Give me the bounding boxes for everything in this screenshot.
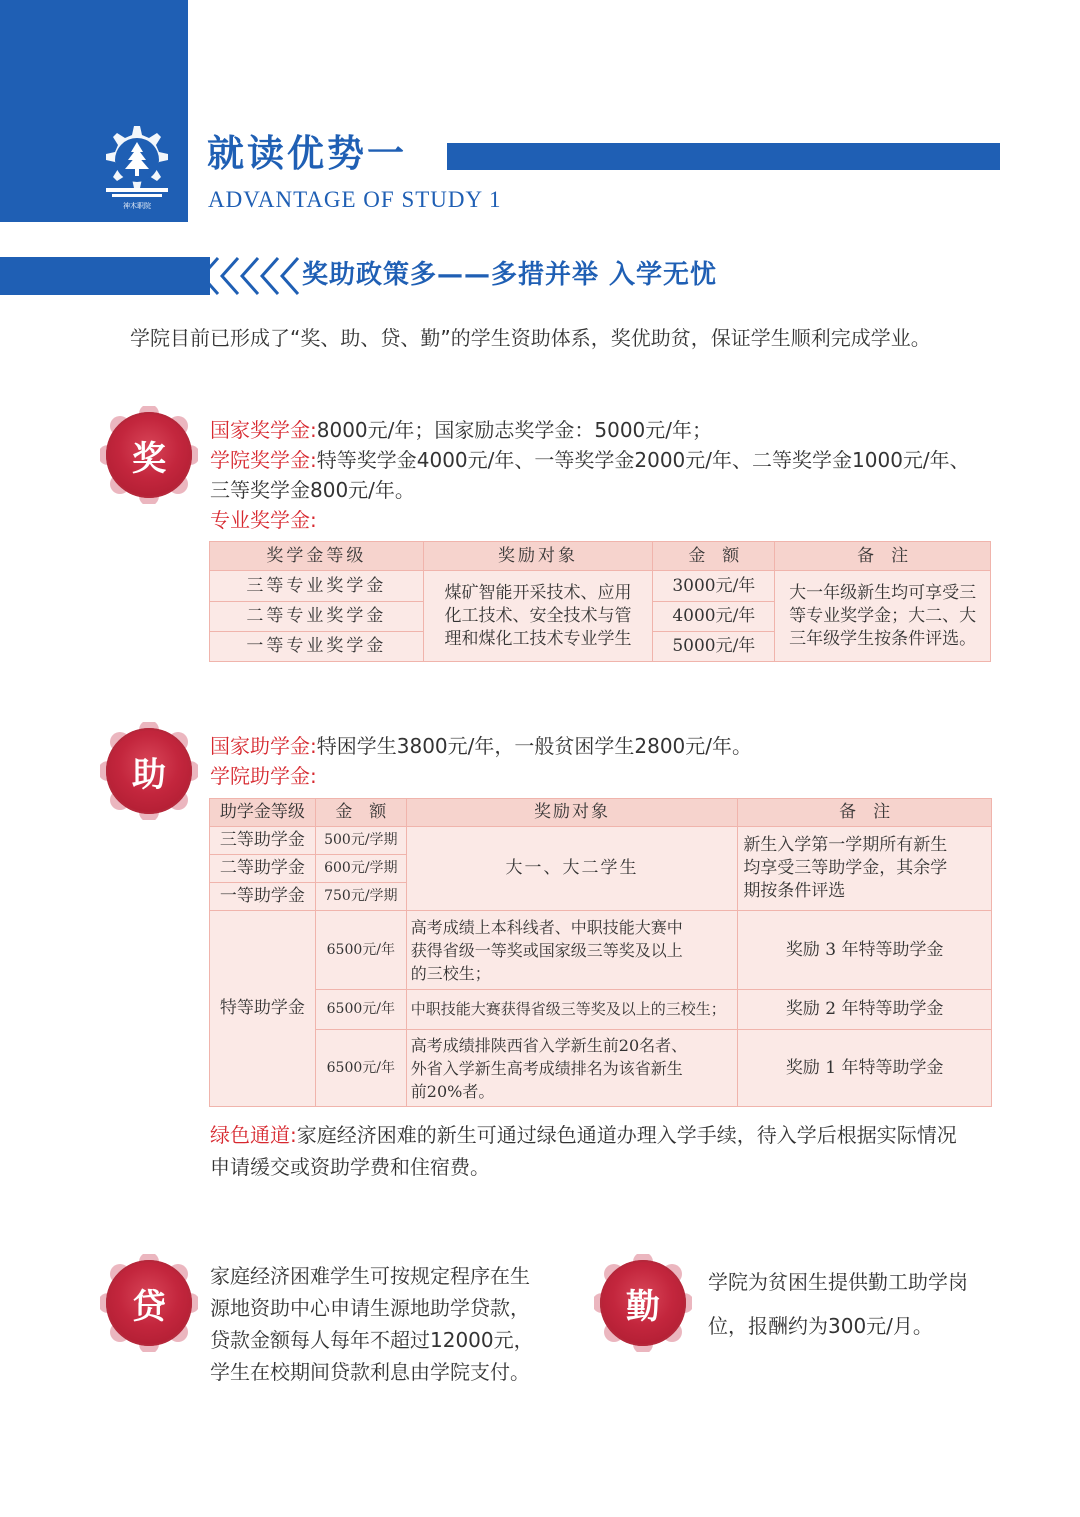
header-remark: 备 注 <box>738 799 992 827</box>
table-row <box>210 827 992 855</box>
remark-cell: 奖励 2 年特等助学金 <box>738 990 992 1030</box>
target-line: 外省入学新生高考成绩排名为该省新生 <box>410 1058 683 1078</box>
loan-line: 学生在校期间贷款利息由学院支付。 <box>210 1360 530 1384</box>
target-cell <box>423 571 653 662</box>
major-scholarship-table <box>209 541 991 662</box>
badge-work <box>600 1260 686 1346</box>
chevrons-left-icon <box>190 253 300 299</box>
table-row <box>210 911 992 990</box>
college-scholarship-text: 特等奖学金4000元/年、一等奖学金2000元/年、二等奖学金1000元/年、 <box>316 448 970 472</box>
college-grant-label: 学院助学金: <box>210 764 317 788</box>
level-cell: 三等助学金 <box>210 827 316 855</box>
remark-line: 等专业奖学金；大二、大 <box>789 605 977 626</box>
national-grant-label: 国家助学金: <box>210 734 317 758</box>
green-channel-line <box>210 1120 957 1150</box>
college-grant-table <box>209 798 992 1107</box>
header-level: 助学金等级 <box>210 799 316 827</box>
badge-char: 奖 <box>132 438 166 479</box>
badge-loan <box>106 1260 192 1346</box>
level-cell: 一等专业奖学金 <box>210 632 424 662</box>
amount-cell: 5000元/年 <box>653 632 775 662</box>
work-line: 位，报酬约为300元/月。 <box>708 1314 933 1338</box>
amount-cell: 600元/学期 <box>315 855 406 883</box>
target-cell: 大一、大二学生 <box>406 827 738 911</box>
target-line: 高考成绩上本科线者、中职技能大赛中 <box>410 917 683 937</box>
intro-text: 学院目前已形成了“奖、助、贷、勤”的学生资助体系，奖优助贫，保证学生顺利完成学业。 <box>130 326 931 350</box>
banner-title: 奖助政策多——多措并举 入学无忧 <box>302 260 718 290</box>
badge-char: 助 <box>132 754 166 795</box>
college-logo-icon <box>90 122 178 212</box>
loan-line: 家庭经济困难学生可按规定程序在生 <box>210 1264 530 1288</box>
target-line: 理和煤化工技术专业学生 <box>444 628 632 649</box>
remark-cell <box>775 571 991 662</box>
level-cell: 二等助学金 <box>210 855 316 883</box>
amount-cell: 6500元/年 <box>315 1030 406 1107</box>
remark-cell <box>738 827 992 911</box>
major-scholarship-label: 专业奖学金: <box>210 508 317 532</box>
target-line: 煤矿智能开采技术、应用 <box>444 582 632 603</box>
loan-line: 贷款金额每人每年不超过12000元， <box>210 1328 534 1352</box>
college-scholarship-line <box>210 445 970 475</box>
badge-char: 勤 <box>626 1286 660 1327</box>
target-line: 化工技术、安全技术与管 <box>444 605 632 626</box>
remark-cell: 奖励 3 年特等助学金 <box>738 911 992 990</box>
remark-cell: 奖励 1 年特等助学金 <box>738 1030 992 1107</box>
green-channel-label: 绿色通道: <box>210 1123 297 1147</box>
target-cell <box>406 1030 738 1107</box>
green-channel-text: 家庭经济困难的新生可通过绿色通道办理入学手续，待入学后根据实际情况 <box>296 1123 957 1147</box>
target-line: 高考成绩排陕西省入学新生前20名者、 <box>410 1035 688 1055</box>
national-scholarship-label: 国家奖学金: <box>210 418 317 442</box>
level-cell: 一等助学金 <box>210 883 316 911</box>
logo-text: 神木职院 <box>123 202 151 210</box>
table-header-row <box>210 799 992 827</box>
target-line: 获得省级一等奖或国家级三等奖及以上 <box>410 940 683 960</box>
amount-cell: 3000元/年 <box>653 571 775 602</box>
national-grant-line <box>210 731 752 761</box>
loan-line: 源地资助中心申请生源地助学贷款， <box>210 1296 530 1320</box>
remark-line: 期按条件评选 <box>743 881 846 901</box>
header-amount: 金 额 <box>315 799 406 827</box>
amount-cell: 4000元/年 <box>653 602 775 632</box>
badge-char: 贷 <box>132 1286 166 1327</box>
green-channel-line-2: 申请缓交或资助学费和住宿费。 <box>210 1155 490 1179</box>
target-cell <box>406 911 738 990</box>
badge-grant <box>106 728 192 814</box>
table-row <box>210 990 992 1030</box>
amount-cell: 750元/学期 <box>315 883 406 911</box>
work-line: 学院为贫困生提供勤工助学岗 <box>708 1270 968 1294</box>
header-remark: 备 注 <box>775 542 991 571</box>
remark-line: 均享受三等助学金，其余学 <box>743 858 948 878</box>
special-level-cell: 特等助学金 <box>210 911 316 1107</box>
level-cell: 三等专业奖学金 <box>210 571 424 602</box>
amount-cell: 6500元/年 <box>315 990 406 1030</box>
amount-cell: 500元/学期 <box>315 827 406 855</box>
target-line: 的三校生； <box>410 963 491 983</box>
work-text <box>708 1260 968 1348</box>
remark-line: 新生入学第一学期所有新生 <box>743 835 948 855</box>
level-cell: 二等专业奖学金 <box>210 602 424 632</box>
header-level: 奖学金等级 <box>210 542 424 571</box>
table-row <box>210 571 991 602</box>
target-cell <box>406 990 738 1030</box>
target-line: 中职技能大赛获得省级三等奖及以上的三校生； <box>410 1000 726 1018</box>
header-target: 奖励对象 <box>406 799 738 827</box>
college-scholarship-line-2: 三等奖学金800元/年。 <box>210 478 415 502</box>
page-subtitle-en: ADVANTAGE OF STUDY 1 <box>208 187 502 212</box>
remark-line: 三年级学生按条件评选。 <box>789 628 977 649</box>
title-decor-bar <box>447 143 1000 170</box>
table-row <box>210 1030 992 1107</box>
page-title: 就读优势一 <box>207 132 407 175</box>
header-amount: 金 额 <box>653 542 775 571</box>
college-scholarship-label: 学院奖学金: <box>210 448 317 472</box>
national-scholarship-line <box>210 415 712 445</box>
national-grant-text: 特困学生3800元/年，一般贫困学生2800元/年。 <box>316 734 753 758</box>
national-scholarship-text: 8000元/年；国家励志奖学金：5000元/年； <box>316 418 713 442</box>
badge-scholarship <box>106 412 192 498</box>
loan-text <box>210 1260 534 1388</box>
header-target: 奖励对象 <box>423 542 653 571</box>
amount-cell: 6500元/年 <box>315 911 406 990</box>
table-header-row <box>210 542 991 571</box>
target-line: 前20%者。 <box>410 1081 495 1101</box>
banner-bar <box>0 257 210 295</box>
remark-line: 大一年级新生均可享受三 <box>789 582 977 603</box>
